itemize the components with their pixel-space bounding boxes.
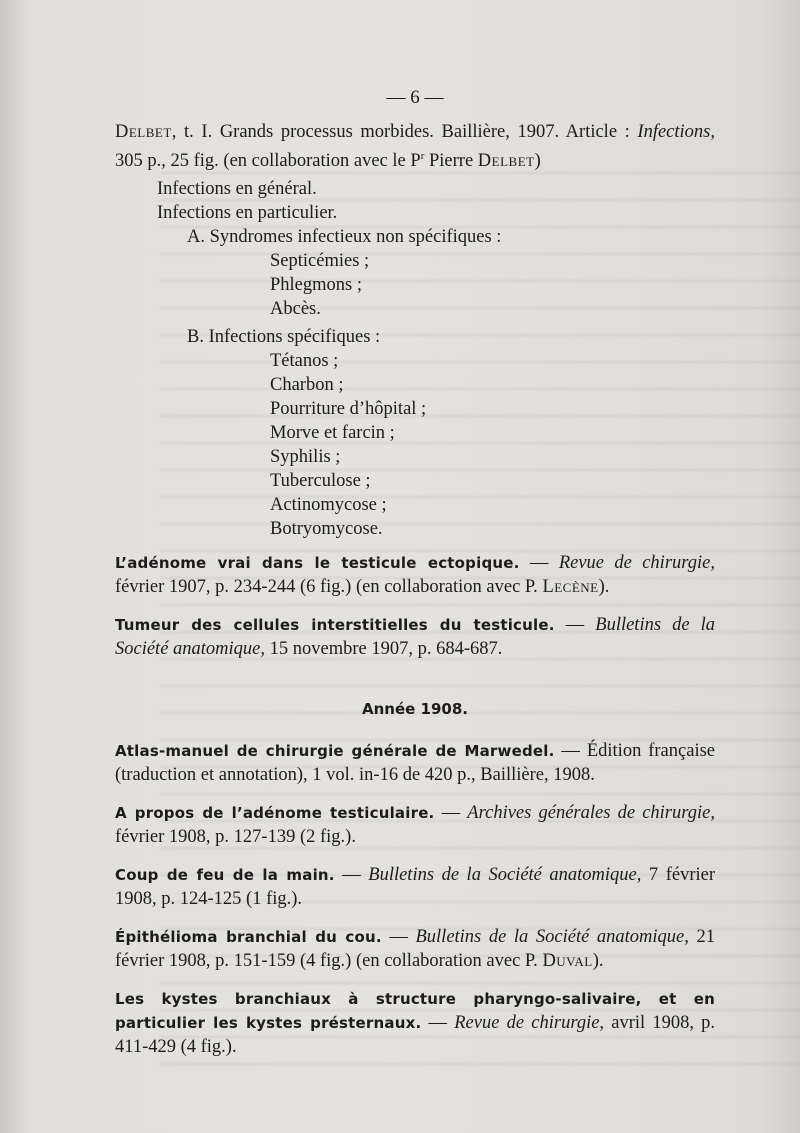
- entry-details: Édition française (traduction et annotation), 1 vol. in-16 de 420 p., Baillière, 1908.: [115, 741, 715, 786]
- bibliography-entry: [115, 863, 715, 911]
- outline-item: Botryomycose.: [270, 519, 383, 540]
- entry-end: ).: [592, 951, 604, 972]
- entry-text: Pierre: [424, 151, 478, 172]
- outline-item: Morve et farcin ;: [270, 423, 395, 444]
- entry-title: Tumeur des cellules interstitielles du testicule.: [115, 616, 555, 635]
- entry-details: avril 1908, p. 411-429 (4 fig.).: [115, 1013, 716, 1058]
- year-heading-text: Année 1908.: [362, 700, 468, 719]
- entry-text: 305 p., 25 fig. (en collaboration avec le P: [115, 151, 421, 172]
- outline: [115, 177, 715, 541]
- separator: —: [421, 1013, 455, 1034]
- outline-item: Infections en général.: [157, 179, 317, 200]
- page-number: — 6 —: [386, 87, 444, 108]
- entry-details: février 1907, p. 234-244 (6 fig.) (en collaboration avec P.: [115, 577, 543, 598]
- entry-details: février 1908, p. 127-139 (2 fig.).: [115, 827, 356, 848]
- author-name: Delbet: [477, 151, 535, 172]
- entry-details: 21 février 1908, p. 151-159 (4 fig.) (en collaboration avec P.: [115, 927, 716, 972]
- outline-heading: B. Infections spécifiques :: [187, 327, 381, 348]
- outline-item: Tuberculose ;: [270, 471, 371, 492]
- author-name: Delbet: [115, 122, 172, 142]
- entry-title: Coup de feu de la main.: [115, 866, 335, 885]
- outline-item: Abcès.: [270, 299, 321, 320]
- outline-item: Infections en particulier.: [157, 203, 338, 224]
- separator: —: [554, 615, 596, 636]
- outline-item: Actinomycose ;: [270, 495, 387, 516]
- outline-item: Septicémies ;: [270, 251, 370, 272]
- entry-details: 7 février 1908, p. 124-125 (1 fig.).: [115, 865, 716, 910]
- outline-item: Tétanos ;: [270, 351, 339, 372]
- bibliography-entry: [115, 925, 715, 973]
- delbet-entry: [115, 120, 715, 173]
- separator: —: [381, 927, 416, 948]
- entry-title: Les kystes branchiaux à structure pharyngo-salivaire, et en particulier les kystes présternaux.: [115, 990, 715, 1033]
- journal-name: Revue de chirurgie,: [454, 1013, 605, 1034]
- entry-end: ).: [598, 577, 610, 598]
- year-heading: [115, 697, 715, 721]
- superscript: r: [420, 150, 425, 162]
- separator: —: [334, 865, 369, 886]
- journal-name: Revue de chirurgie,: [558, 553, 716, 574]
- bibliography-entry: [115, 739, 715, 787]
- journal-name: Bulletins de la Société anatomique,: [115, 615, 716, 660]
- entry-title: A propos de l’adénome testiculaire.: [115, 804, 435, 823]
- page-content: [115, 86, 715, 1073]
- separator: —: [434, 803, 468, 824]
- journal-name: Archives générales de chirurgie,: [467, 803, 715, 824]
- outline-item: Pourriture d’hôpital ;: [270, 399, 427, 420]
- entries-1908: [115, 739, 715, 1059]
- bibliography-entry: [115, 613, 715, 661]
- journal-name: Bulletins de la Société anatomique,: [415, 927, 689, 948]
- outline-item: Phlegmons ;: [270, 275, 362, 296]
- entry-title: L’adénome vrai dans le testicule ectopique.: [115, 554, 520, 573]
- coauthor-name: Lecène: [542, 577, 599, 598]
- bibliography-entry: [115, 801, 715, 849]
- bibliography-entry: [115, 551, 715, 599]
- entries-1907: [115, 551, 715, 661]
- outline-item: Charbon ;: [270, 375, 344, 396]
- entry-title: Atlas-manuel de chirurgie générale de Marwedel.: [115, 742, 555, 761]
- entry-italic: Infections,: [637, 122, 715, 142]
- journal-name: Bulletins de la Société anatomique,: [368, 865, 642, 886]
- outline-item: Syphilis ;: [270, 447, 341, 468]
- entry-text: ): [534, 151, 541, 172]
- entry-text: , t. I. Grands processus morbides. Baillière, 1907. Article :: [171, 122, 638, 142]
- entry-title: Épithélioma branchial du cou.: [115, 928, 382, 947]
- bibliography-entry: [115, 987, 715, 1059]
- entry-details: 15 novembre 1907, p. 684-687.: [265, 639, 503, 660]
- coauthor-name: Duval: [542, 951, 593, 972]
- outline-heading: A. Syndromes infectieux non spécifiques :: [187, 227, 502, 248]
- separator: —: [519, 553, 559, 574]
- separator: —: [554, 741, 587, 762]
